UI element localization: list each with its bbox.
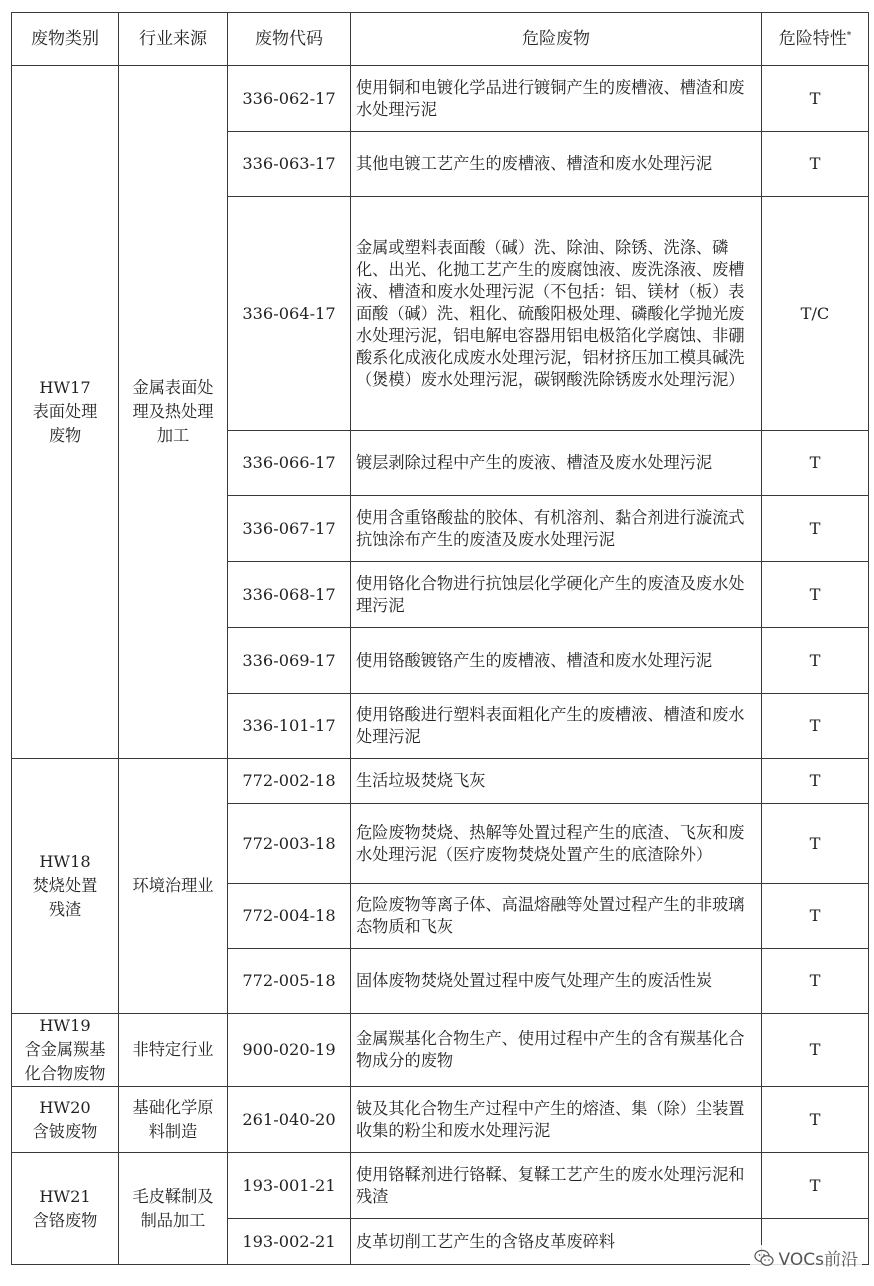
table-header-row — [12, 13, 869, 66]
hazardous-waste-table — [11, 12, 869, 1265]
hazard-cell: T — [762, 949, 869, 1014]
waste-description-cell: 生活垃圾焚烧飞灰 — [351, 759, 762, 804]
waste-description-cell: 使用铬酸镀铬产生的废槽液、槽渣和废水处理污泥 — [351, 628, 762, 694]
table-row — [12, 1087, 869, 1153]
category-line: 含铍废物 — [32, 1121, 98, 1141]
industry-line: 金属表面处 — [132, 378, 214, 397]
waste-description-cell: 危险废物等离子体、高温熔融等处置过程产生的非玻璃态物质和飞灰 — [351, 884, 762, 949]
industry-cell — [119, 66, 228, 759]
waste-code-cell: 336-064-17 — [228, 197, 351, 431]
table-row — [12, 759, 869, 804]
hazard-cell: T — [762, 562, 869, 628]
header-waste: 危险废物 — [351, 13, 762, 66]
waste-description-cell: 金属羰基化合物生产、使用过程中产生的含有羰基化合物成分的废物 — [351, 1014, 762, 1087]
category-line: 表面处理 — [32, 402, 98, 421]
waste-code-cell: 336-068-17 — [228, 562, 351, 628]
waste-code-cell: 772-005-18 — [228, 949, 351, 1014]
hazard-cell: T — [762, 694, 869, 759]
header-category: 废物类别 — [12, 13, 119, 66]
category-line: 残渣 — [48, 900, 82, 919]
hazard-cell: T — [762, 1087, 869, 1153]
category-line: HW19 — [39, 1016, 91, 1035]
waste-description-cell: 使用含重铬酸盐的胶体、有机溶剂、黏合剂进行漩流式抗蚀涂布产生的废渣及废水处理污泥 — [351, 496, 762, 562]
header-hazard-label: 危险特性 — [778, 29, 847, 49]
table-row — [12, 1014, 869, 1087]
category-cell — [12, 1014, 119, 1087]
industry-line: 理及热处理 — [132, 402, 214, 421]
waste-code-cell: 336-066-17 — [228, 431, 351, 496]
hazard-cell: T — [762, 431, 869, 496]
industry-line: 非特定行业 — [132, 1040, 214, 1059]
waste-description-cell: 镀层剥除过程中产生的废液、槽渣及废水处理污泥 — [351, 431, 762, 496]
hazard-cell: T — [762, 132, 869, 197]
category-line: HW21 — [39, 1186, 91, 1206]
category-line: 废物 — [48, 426, 82, 445]
category-line: HW20 — [39, 1097, 91, 1117]
waste-code-cell: 193-001-21 — [228, 1153, 351, 1219]
industry-cell — [119, 1153, 228, 1265]
waste-code-cell: 772-003-18 — [228, 804, 351, 884]
wechat-icon — [754, 1249, 774, 1267]
industry-line: 加工 — [156, 426, 190, 445]
waste-description-cell: 使用铬酸进行塑料表面粗化产生的废槽液、槽渣和废水处理污泥 — [351, 694, 762, 759]
industry-line: 环境治理业 — [132, 876, 214, 895]
header-hazard — [762, 13, 869, 66]
waste-code-cell: 336-069-17 — [228, 628, 351, 694]
hazard-cell: T — [762, 884, 869, 949]
hazard-cell: T/C — [762, 197, 869, 431]
watermark — [750, 1245, 862, 1270]
waste-description-cell: 铍及其化合物生产过程中产生的熔渣、集（除）尘装置收集的粉尘和废水处理污泥 — [351, 1087, 762, 1153]
hazard-cell: T — [762, 759, 869, 804]
hazard-cell: T — [762, 496, 869, 562]
waste-description-cell: 使用铬化合物进行抗蚀层化学硬化产生的废渣及废水处理污泥 — [351, 562, 762, 628]
category-line: 含金属羰基 — [24, 1040, 106, 1059]
category-line: HW18 — [39, 852, 91, 871]
category-line: HW17 — [39, 378, 91, 397]
header-industry: 行业来源 — [119, 13, 228, 66]
table-body — [12, 66, 869, 1265]
table-row — [12, 1153, 869, 1219]
industry-line: 制品加工 — [140, 1210, 206, 1230]
industry-line: 毛皮鞣制及 — [132, 1186, 214, 1206]
hazard-cell: T — [762, 804, 869, 884]
waste-description-cell: 其他电镀工艺产生的废槽液、槽渣和废水处理污泥 — [351, 132, 762, 197]
industry-cell — [119, 759, 228, 1014]
category-line: 含铬废物 — [32, 1210, 98, 1230]
category-cell — [12, 1087, 119, 1153]
waste-description-cell: 皮革切削工艺产生的含铬皮革废碎料 — [351, 1219, 762, 1265]
waste-code-cell: 336-101-17 — [228, 694, 351, 759]
hazard-cell: T — [762, 628, 869, 694]
waste-code-cell: 261-040-20 — [228, 1087, 351, 1153]
header-hazard-mark: * — [846, 31, 852, 41]
waste-code-cell: 193-002-21 — [228, 1219, 351, 1265]
industry-line: 料制造 — [148, 1121, 198, 1141]
category-line: 焚烧处置 — [32, 876, 98, 895]
category-cell — [12, 1153, 119, 1265]
industry-cell — [119, 1087, 228, 1153]
waste-description-cell: 固体废物焚烧处置过程中废气处理产生的废活性炭 — [351, 949, 762, 1014]
hazard-cell: T — [762, 66, 869, 132]
waste-code-cell: 772-002-18 — [228, 759, 351, 804]
watermark-text: VOCs前沿 — [778, 1250, 858, 1270]
waste-description-cell: 使用铬鞣剂进行铬鞣、复鞣工艺产生的废水处理污泥和残渣 — [351, 1153, 762, 1219]
category-cell — [12, 66, 119, 759]
waste-code-cell: 900-020-19 — [228, 1014, 351, 1087]
category-line: 化合物废物 — [24, 1064, 106, 1083]
industry-line: 基础化学原 — [132, 1097, 214, 1117]
waste-description-cell: 使用铜和电镀化学品进行镀铜产生的废槽液、槽渣和废水处理污泥 — [351, 66, 762, 132]
hazard-cell: T — [762, 1153, 869, 1219]
waste-code-cell: 336-062-17 — [228, 66, 351, 132]
table-row — [12, 66, 869, 132]
header-code: 废物代码 — [228, 13, 351, 66]
waste-code-cell: 772-004-18 — [228, 884, 351, 949]
industry-cell — [119, 1014, 228, 1087]
waste-description-cell: 金属或塑料表面酸（碱）洗、除油、除锈、洗涤、磷化、出光、化抛工艺产生的废腐蚀液、废洗涤液、废槽液、槽渣和废水处理污泥（不包括：铝、镁材（板）表面酸（碱）洗、粗化、硫酸阳极处理、磷酸化学抛光废水处理污泥，铝电解电容器用铝电极箔化学腐蚀、非硼酸系化成液化成废水处理污泥，铝材挤压加工模具碱洗（煲模）废水处理污泥，碳钢酸洗除锈废水处理污泥） — [351, 197, 762, 431]
waste-code-cell: 336-063-17 — [228, 132, 351, 197]
hazard-cell: T — [762, 1014, 869, 1087]
category-cell — [12, 759, 119, 1014]
waste-code-cell: 336-067-17 — [228, 496, 351, 562]
waste-description-cell: 危险废物焚烧、热解等处置过程产生的底渣、飞灰和废水处理污泥（医疗废物焚烧处置产生的底渣除外） — [351, 804, 762, 884]
